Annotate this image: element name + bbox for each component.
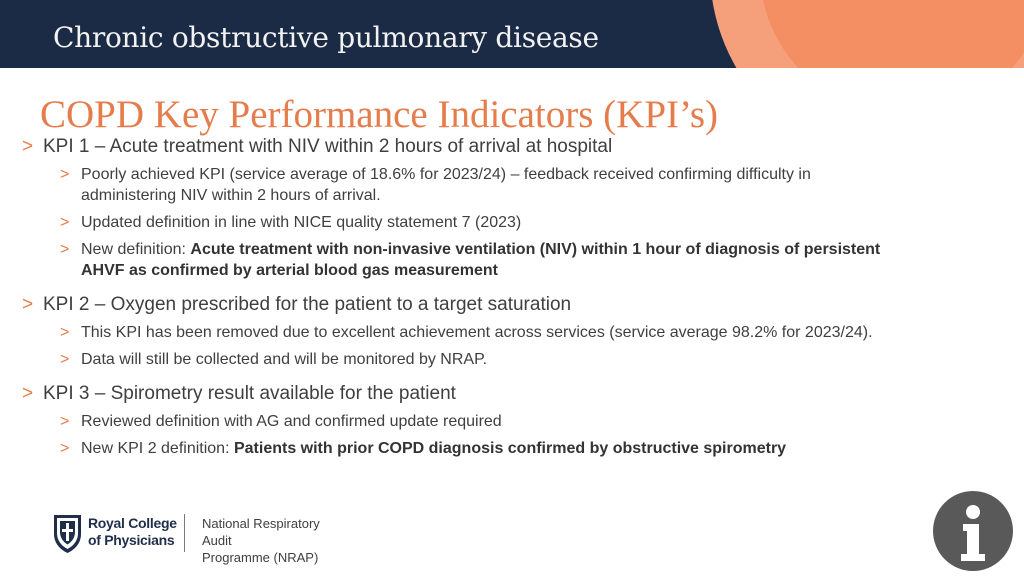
bullet-arrow-icon: > <box>60 413 70 430</box>
kpi3-title: KPI 3 – Spirometry result available for the patient <box>43 383 456 404</box>
kpi-list <box>22 135 902 459</box>
kpi3-sub2 <box>22 438 902 459</box>
nrap-name-line2: Programme (NRAP) <box>202 550 319 565</box>
kpi1-sub3-prefix: New definition: <box>81 241 191 258</box>
bullet-arrow-icon: > <box>60 214 70 231</box>
kpi1-sub2 <box>22 212 902 233</box>
kpi2-sub1 <box>22 322 902 343</box>
kpi3-sub1 <box>22 411 902 432</box>
info-button[interactable] <box>933 491 1013 571</box>
rcp-name-line2: of Physicians <box>88 532 175 548</box>
info-icon <box>933 491 1013 571</box>
footer-logo <box>52 512 352 565</box>
kpi2-sub1-text: This KPI has been removed due to excellent achievement across services (service average 98.2% for 2023/24). <box>81 324 873 341</box>
kpi1-sub1-text: Poorly achieved KPI (service average of 18.6% for 2023/24) – feedback received confirming difficulty in administering NIV within 2 hours of arrival. <box>81 166 811 204</box>
bullet-arrow-icon: > <box>22 136 34 157</box>
slide-heading: COPD Key Performance Indicators (KPI’s) <box>40 93 719 136</box>
kpi3-sub1-text: Reviewed definition with AG and confirmed update required <box>81 413 502 430</box>
decorative-orange-shape-inner <box>760 0 1024 68</box>
nrap-name <box>202 515 352 566</box>
bullet-arrow-icon: > <box>60 324 70 341</box>
nrap-name-line1: National Respiratory Audit <box>202 516 320 548</box>
kpi2-title: KPI 2 – Oxygen prescribed for the patient to a target saturation <box>43 294 572 315</box>
banner-title: Chronic obstructive pulmonary disease <box>53 21 599 54</box>
kpi1-new-definition: Acute treatment with non-invasive ventilation (NIV) within 1 hour of diagnosis of persistent AHVF as confirmed by arterial blood gas measurement <box>81 241 881 279</box>
kpi3-new-definition: Patients with prior COPD diagnosis confirmed by obstructive spirometry <box>233 440 787 457</box>
bullet-arrow-icon: > <box>22 294 34 315</box>
kpi3-sub2-prefix: New KPI 2 definition: <box>81 440 234 457</box>
kpi3-item <box>22 382 902 405</box>
kpi1-sub2-text: Updated definition in line with NICE quality statement 7 (2023) <box>81 214 522 231</box>
bullet-arrow-icon: > <box>60 440 70 457</box>
kpi2-sub2-text: Data will still be collected and will be monitored by NRAP. <box>81 351 488 368</box>
bullet-arrow-icon: > <box>60 351 70 368</box>
logo-divider <box>184 514 185 552</box>
bullet-arrow-icon: > <box>22 383 34 404</box>
bullet-arrow-icon: > <box>60 241 70 258</box>
header-banner <box>0 0 1024 68</box>
kpi2-item <box>22 293 902 316</box>
bullet-arrow-icon: > <box>60 166 70 183</box>
kpi1-item <box>22 135 902 158</box>
rcp-name-line1: Royal College <box>88 515 177 531</box>
rcp-crest-icon <box>52 512 83 554</box>
kpi1-sub3 <box>22 239 902 281</box>
kpi1-title: KPI 1 – Acute treatment with NIV within 2 hours of arrival at hospital <box>43 136 613 157</box>
kpi2-sub2 <box>22 349 902 370</box>
kpi1-sub1 <box>22 164 902 206</box>
rcp-name <box>88 515 177 549</box>
